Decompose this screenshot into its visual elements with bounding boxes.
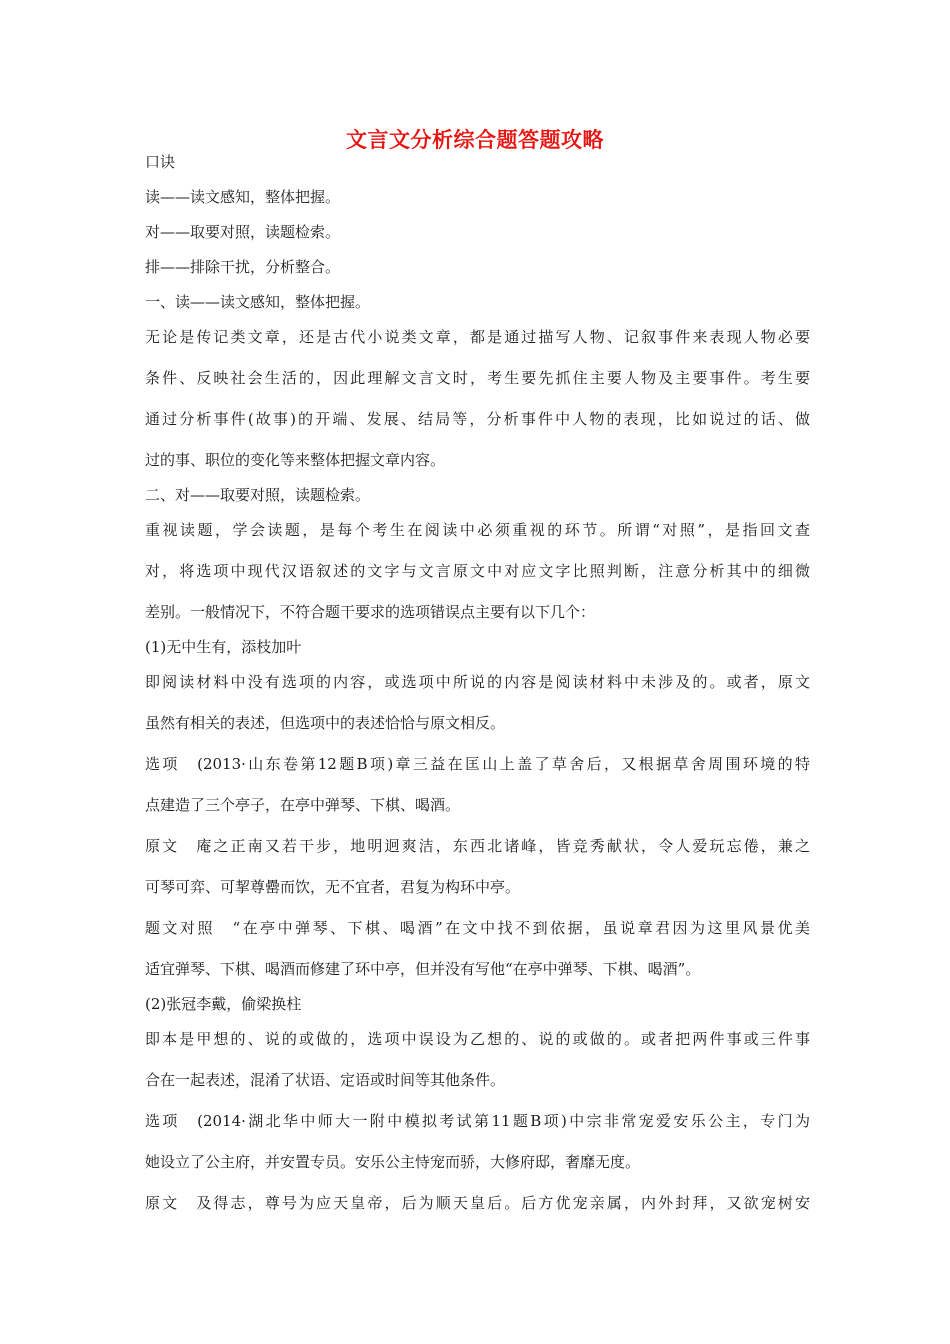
paragraph-line: 通过分析事件(故事)的开端、发展、结局等，分析事件中人物的表现，比如说过的话、做 [145,410,810,428]
subheading-error-type-1: (1)无中生有，添枝加叶 [145,638,302,656]
example-option-line: 选项 (2013·山东卷第12题B项)章三益在匡山上盖了草舍后，又根据草舍周围环境的特 [145,755,810,773]
paragraph-line: 对，将选项中现代汉语叙述的文字与文言原文中对应文字比照判断，注意分析其中的细微 [145,562,810,580]
paragraph-line: 过的事、职位的变化等来整体把握文章内容。 [145,451,446,469]
section-heading-koujue: 口诀 [145,153,176,171]
subheading-error-type-2: (2)张冠李戴，偷梁换柱 [145,995,302,1013]
mnemonic-line-dui: 对——取要对照，读题检索。 [145,223,341,241]
example-original-line: 原文 及得志，尊号为应天皇帝，后为顺天皇后。后方优宠亲属，内外封拜，又欲宠树安 [145,1194,810,1212]
example-original-line: 原文 庵之正南又若干步，地明迥爽洁，东西北诸峰，皆竞秀献状，令人爱玩忘倦，兼之 [145,837,810,855]
paragraph-line: 无论是传记类文章，还是古代小说类文章，都是通过描写人物、记叙事件来表现人物必要 [145,328,810,346]
example-option-line: 点建造了三个亭子，在亭中弹琴、下棋、喝酒。 [145,796,461,814]
example-original-line: 可琴可弈、可挈尊罍而饮，无不宜者，君复为构环中亭。 [145,878,521,896]
mnemonic-line-pai: 排——排除干扰，分析整合。 [145,258,341,276]
document-title: 文言文分析综合题答题攻略 [346,128,604,152]
paragraph-line: 重视读题，学会读题，是每个考生在阅读中必须重视的环节。所谓“对照”，是指回文查 [145,521,810,539]
example-option-line: 选项 (2014·湖北华中师大一附中模拟考试第11题B项)中宗非常宠爱安乐公主，专门为 [145,1112,810,1130]
paragraph-line: 虽然有相关的表述，但选项中的表述恰恰与原文相反。 [145,714,506,732]
section-heading-two: 二、对——取要对照，读题检索。 [145,486,371,504]
paragraph-line: 条件、反映社会生活的，因此理解文言文时，考生要先抓住主要人物及主要事件。考生要 [145,369,810,387]
paragraph-line: 差别。一般情况下，不符合题干要求的选项错误点主要有以下几个： [145,603,596,621]
example-option-line: 她设立了公主府，并安置专员。安乐公主恃宠而骄，大修府邸，奢靡无度。 [145,1153,641,1171]
mnemonic-line-du: 读——读文感知，整体把握。 [145,188,341,206]
section-heading-one: 一、读——读文感知，整体把握。 [145,293,371,311]
paragraph-line: 合在一起表述，混淆了状语、定语或时间等其他条件。 [145,1071,506,1089]
paragraph-line: 即本是甲想的、说的或做的，选项中误设为乙想的、说的或做的。或者把两件事或三件事 [145,1030,810,1048]
example-comparison-line: 题文对照 “在亭中弹琴、下棋、喝酒”在文中找不到依据，虽说章君因为这里风景优美 [145,919,810,937]
document-body [145,150,810,1215]
example-comparison-line: 适宜弹琴、下棋、喝酒而修建了环中亭，但并没有写他“在亭中弹琴、下棋、喝酒”。 [145,960,701,978]
paragraph-line: 即阅读材料中没有选项的内容，或选项中所说的内容是阅读材料中未涉及的。或者，原文 [145,673,810,691]
